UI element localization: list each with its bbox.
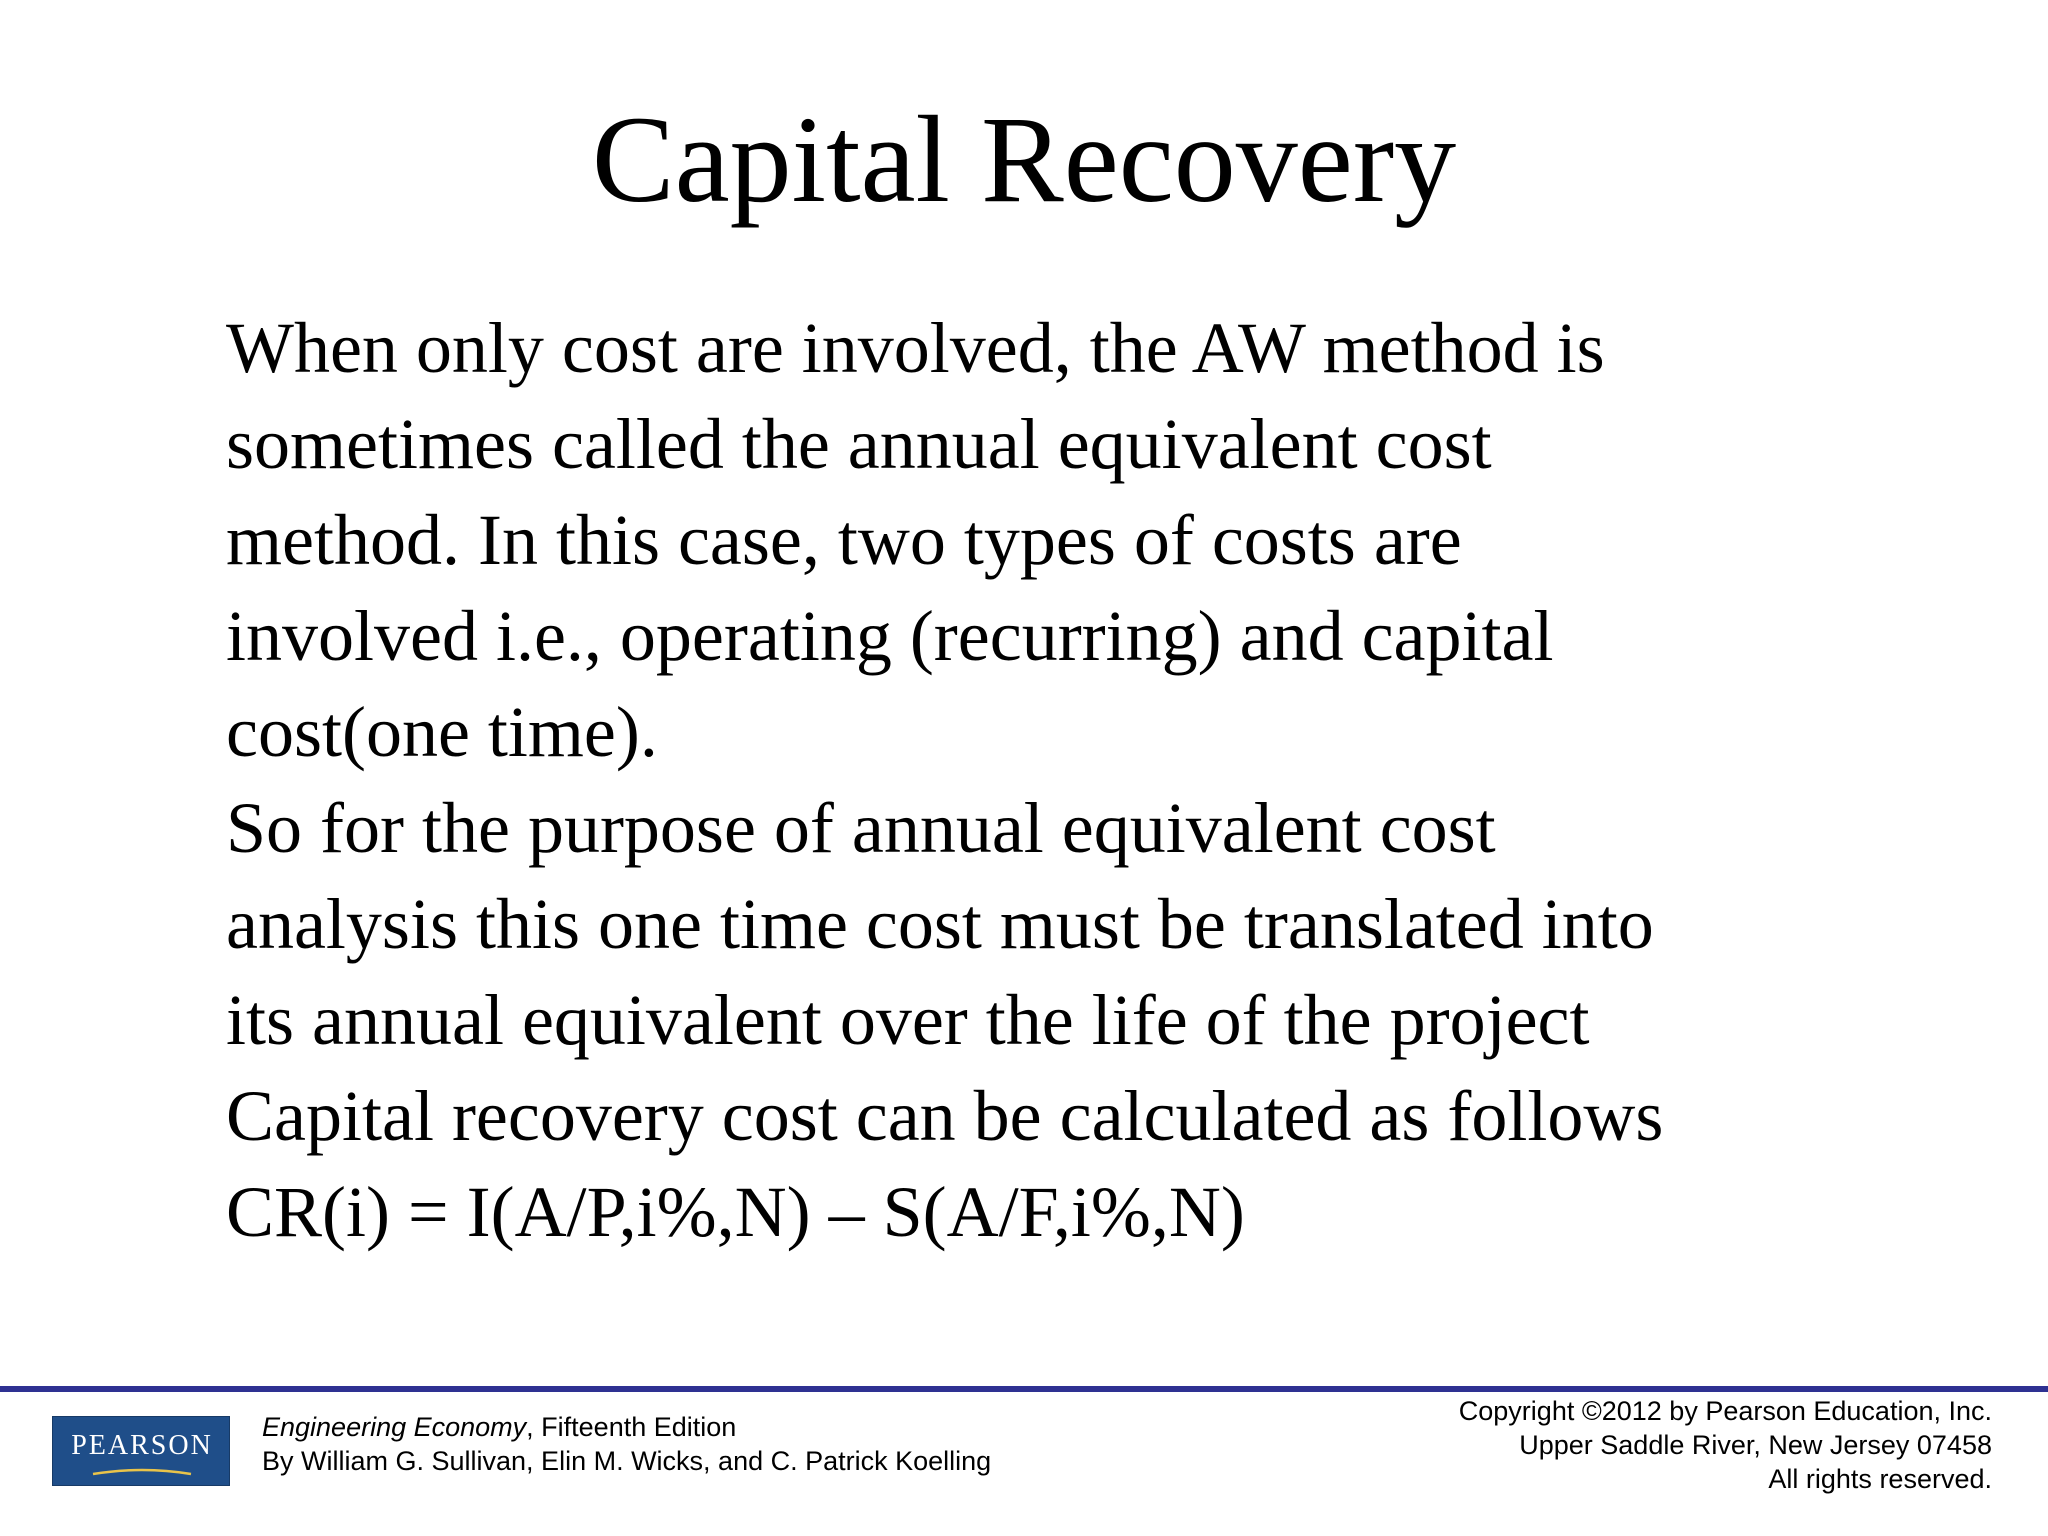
pearson-logo-text: PEARSON bbox=[71, 1430, 213, 1461]
copyright-line: Copyright ©2012 by Pearson Education, Inc. bbox=[1458, 1396, 1992, 1426]
book-title: Engineering Economy bbox=[262, 1412, 527, 1442]
copyright-notice bbox=[1459, 1394, 1992, 1496]
body-line: sometimes called the annual equivalent cost bbox=[226, 404, 1492, 484]
book-title-line bbox=[262, 1410, 991, 1444]
slide-body bbox=[226, 300, 1986, 1260]
body-line: involved i.e., operating (recurring) and capital bbox=[226, 596, 1554, 676]
body-line: So for the purpose of annual equivalent cost bbox=[226, 788, 1496, 868]
body-line: its annual equivalent over the life of the project bbox=[226, 980, 1590, 1060]
copyright-line: All rights reserved. bbox=[1768, 1464, 1992, 1494]
body-line: analysis this one time cost must be translated into bbox=[226, 884, 1654, 964]
body-line: cost(one time). bbox=[226, 692, 658, 772]
pearson-logo bbox=[52, 1416, 230, 1486]
body-line: method. In this case, two types of costs are bbox=[226, 500, 1462, 580]
formula-line: CR(i) = I(A/P,i%,N) – S(A/F,i%,N) bbox=[226, 1172, 1245, 1252]
book-edition: , Fifteenth Edition bbox=[526, 1412, 737, 1442]
copyright-line: Upper Saddle River, New Jersey 07458 bbox=[1519, 1430, 1992, 1460]
book-authors: By William G. Sullivan, Elin M. Wicks, and C. Patrick Koelling bbox=[262, 1446, 992, 1476]
slide-title: Capital Recovery bbox=[591, 91, 1457, 228]
logo-swoosh-icon bbox=[91, 1467, 193, 1477]
body-line: When only cost are involved, the AW method is bbox=[226, 308, 1605, 388]
footer-divider bbox=[0, 1386, 2048, 1392]
book-info bbox=[262, 1410, 991, 1478]
body-line: Capital recovery cost can be calculated as follows bbox=[226, 1076, 1664, 1156]
